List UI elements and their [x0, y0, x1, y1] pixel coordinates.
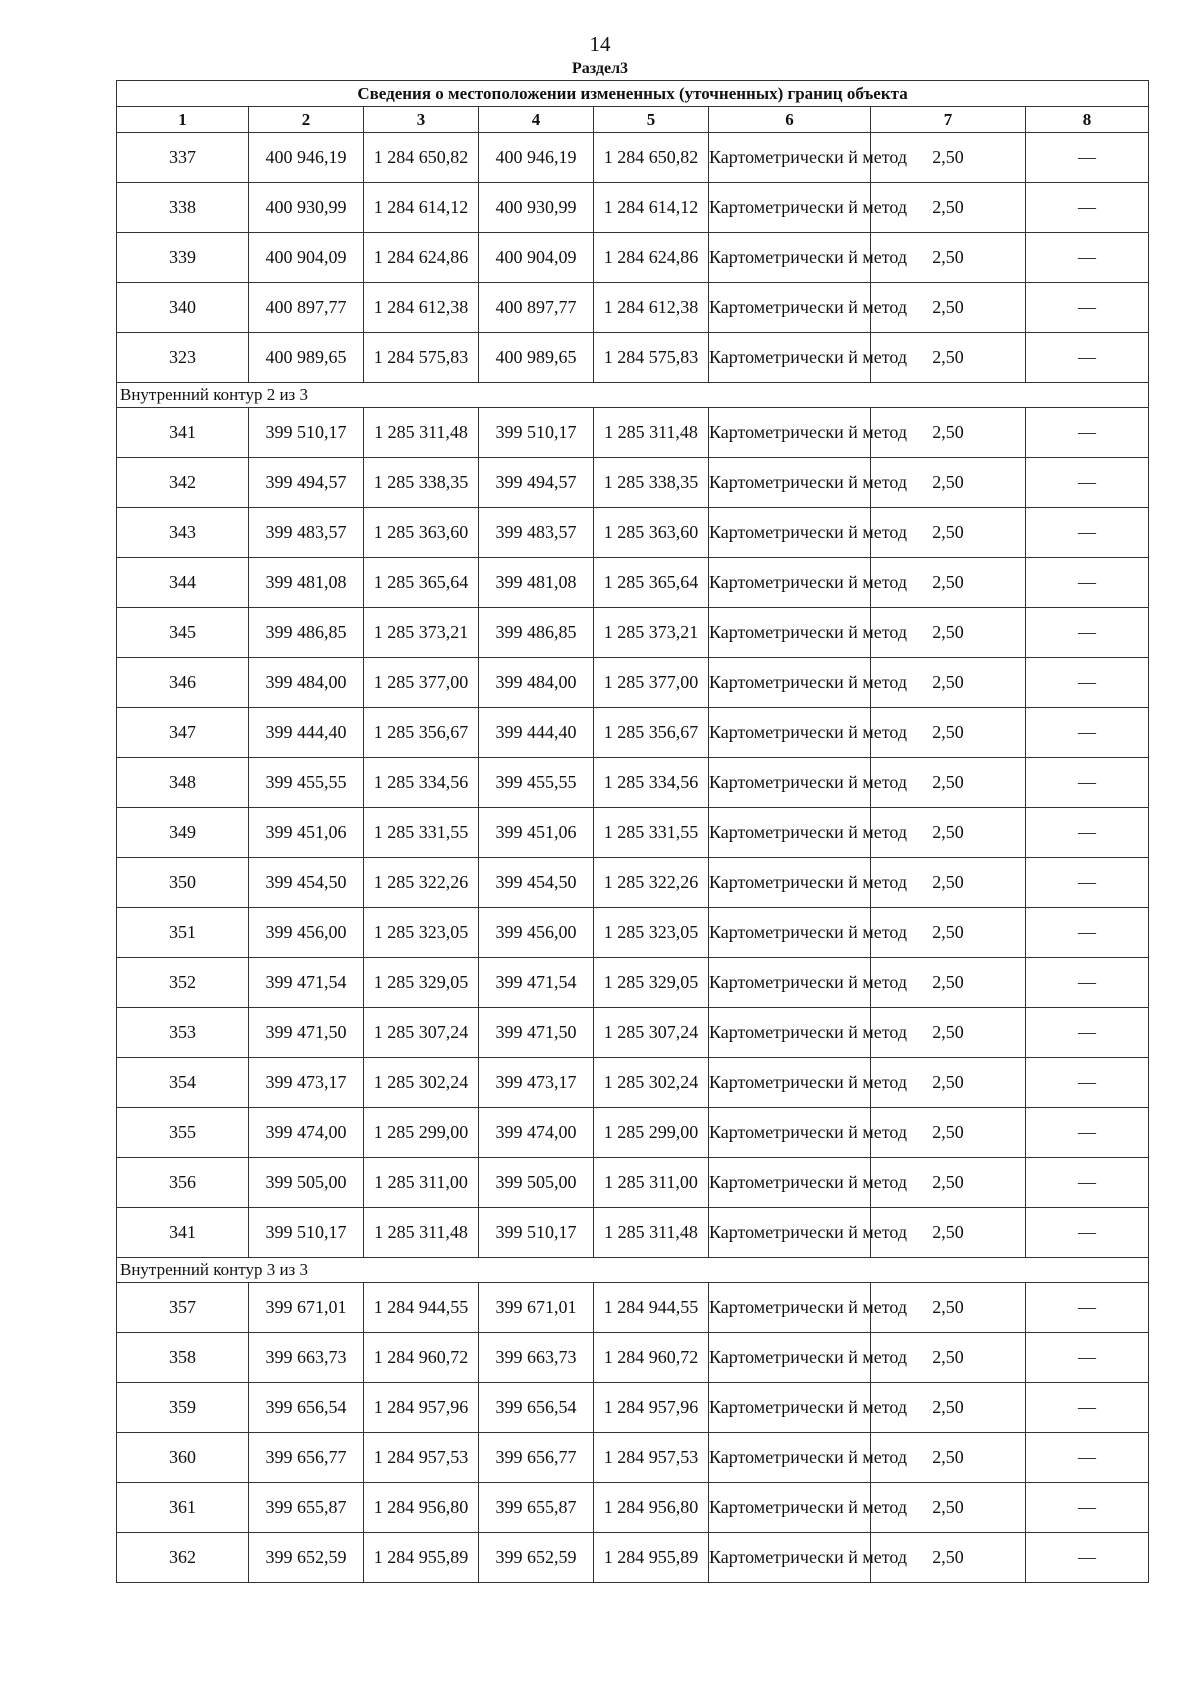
x-coordinate-cell: 400 904,09: [249, 233, 364, 283]
method-cell: Картометрически й метод: [709, 1158, 871, 1208]
table-row: [117, 1433, 1149, 1483]
accuracy-cell: 2,50: [871, 908, 1026, 958]
y-coordinate-new-cell: 1 285 338,35: [594, 458, 709, 508]
description-cell: —: [1026, 283, 1149, 333]
accuracy-cell: 2,50: [871, 1158, 1026, 1208]
table-row: [117, 1483, 1149, 1533]
table-row: [117, 708, 1149, 758]
x-coordinate-new-cell: 399 494,57: [479, 458, 594, 508]
method-cell: Картометрически й метод: [709, 183, 871, 233]
x-coordinate-cell: 399 510,17: [249, 1208, 364, 1258]
accuracy-cell: 2,50: [871, 558, 1026, 608]
x-coordinate-cell: 399 656,77: [249, 1433, 364, 1483]
accuracy-cell: 2,50: [871, 608, 1026, 658]
table-row: [117, 1158, 1149, 1208]
accuracy-cell: 2,50: [871, 1533, 1026, 1583]
table-row: [117, 1108, 1149, 1158]
table-row: [117, 858, 1149, 908]
description-cell: —: [1026, 1333, 1149, 1383]
contour-section-label: Внутренний контур 2 из 3: [117, 383, 1149, 408]
description-cell: —: [1026, 1283, 1149, 1333]
y-coordinate-new-cell: 1 284 614,12: [594, 183, 709, 233]
accuracy-cell: 2,50: [871, 1333, 1026, 1383]
x-coordinate-new-cell: 399 486,85: [479, 608, 594, 658]
method-cell: Картометрически й метод: [709, 333, 871, 383]
column-number: 5: [594, 107, 709, 133]
table-row: [117, 1333, 1149, 1383]
y-coordinate-cell: 1 285 323,05: [364, 908, 479, 958]
description-cell: —: [1026, 958, 1149, 1008]
description-cell: —: [1026, 233, 1149, 283]
method-cell: Картометрически й метод: [709, 408, 871, 458]
point-number-cell: 361: [117, 1483, 249, 1533]
x-coordinate-new-cell: 399 663,73: [479, 1333, 594, 1383]
y-coordinate-new-cell: 1 285 363,60: [594, 508, 709, 558]
point-number-cell: 345: [117, 608, 249, 658]
y-coordinate-cell: 1 284 957,53: [364, 1433, 479, 1483]
table-row: [117, 758, 1149, 808]
point-number-cell: 356: [117, 1158, 249, 1208]
method-cell: Картометрически й метод: [709, 658, 871, 708]
table-row: [117, 508, 1149, 558]
table-row: [117, 458, 1149, 508]
accuracy-cell: 2,50: [871, 508, 1026, 558]
method-cell: Картометрически й метод: [709, 508, 871, 558]
x-coordinate-new-cell: 399 652,59: [479, 1533, 594, 1583]
table-row: [117, 1283, 1149, 1333]
description-cell: —: [1026, 458, 1149, 508]
accuracy-cell: 2,50: [871, 333, 1026, 383]
point-number-cell: 340: [117, 283, 249, 333]
x-coordinate-cell: 399 481,08: [249, 558, 364, 608]
y-coordinate-cell: 1 285 302,24: [364, 1058, 479, 1108]
x-coordinate-cell: 399 655,87: [249, 1483, 364, 1533]
y-coordinate-cell: 1 285 311,48: [364, 408, 479, 458]
point-number-cell: 339: [117, 233, 249, 283]
point-number-cell: 359: [117, 1383, 249, 1433]
description-cell: —: [1026, 1483, 1149, 1533]
point-number-cell: 362: [117, 1533, 249, 1583]
table-title: Сведения о местоположении измененных (уточненных) границ объекта: [117, 81, 1149, 107]
y-coordinate-cell: 1 284 612,38: [364, 283, 479, 333]
y-coordinate-cell: 1 285 322,26: [364, 858, 479, 908]
y-coordinate-cell: 1 284 956,80: [364, 1483, 479, 1533]
y-coordinate-cell: 1 284 960,72: [364, 1333, 479, 1383]
method-cell: Картометрически й метод: [709, 1333, 871, 1383]
y-coordinate-new-cell: 1 285 331,55: [594, 808, 709, 858]
x-coordinate-new-cell: 399 456,00: [479, 908, 594, 958]
table-row: [117, 1058, 1149, 1108]
point-number-cell: 344: [117, 558, 249, 608]
x-coordinate-new-cell: 399 444,40: [479, 708, 594, 758]
point-number-cell: 357: [117, 1283, 249, 1333]
point-number-cell: 343: [117, 508, 249, 558]
x-coordinate-new-cell: 400 897,77: [479, 283, 594, 333]
table-row: [117, 558, 1149, 608]
y-coordinate-new-cell: 1 285 356,67: [594, 708, 709, 758]
y-coordinate-new-cell: 1 284 650,82: [594, 133, 709, 183]
accuracy-cell: 2,50: [871, 958, 1026, 1008]
accuracy-cell: 2,50: [871, 458, 1026, 508]
x-coordinate-cell: 399 656,54: [249, 1383, 364, 1433]
y-coordinate-new-cell: 1 284 960,72: [594, 1333, 709, 1383]
method-cell: Картометрически й метод: [709, 1483, 871, 1533]
method-cell: Картометрически й метод: [709, 283, 871, 333]
x-coordinate-new-cell: 399 656,77: [479, 1433, 594, 1483]
x-coordinate-new-cell: 399 474,00: [479, 1108, 594, 1158]
description-cell: —: [1026, 908, 1149, 958]
x-coordinate-new-cell: 399 505,00: [479, 1158, 594, 1208]
y-coordinate-cell: 1 284 624,86: [364, 233, 479, 283]
table-row: [117, 133, 1149, 183]
accuracy-cell: 2,50: [871, 1283, 1026, 1333]
table-row: [117, 333, 1149, 383]
y-coordinate-new-cell: 1 285 307,24: [594, 1008, 709, 1058]
method-cell: Картометрически й метод: [709, 458, 871, 508]
accuracy-cell: 2,50: [871, 1008, 1026, 1058]
method-cell: Картометрически й метод: [709, 758, 871, 808]
point-number-cell: 353: [117, 1008, 249, 1058]
description-cell: —: [1026, 1008, 1149, 1058]
x-coordinate-cell: 399 451,06: [249, 808, 364, 858]
x-coordinate-cell: 399 510,17: [249, 408, 364, 458]
method-cell: Картометрически й метод: [709, 1108, 871, 1158]
table-row: [117, 808, 1149, 858]
x-coordinate-cell: 399 494,57: [249, 458, 364, 508]
point-number-cell: 347: [117, 708, 249, 758]
table-row: [117, 408, 1149, 458]
point-number-cell: 323: [117, 333, 249, 383]
point-number-cell: 349: [117, 808, 249, 858]
method-cell: Картометрически й метод: [709, 558, 871, 608]
accuracy-cell: 2,50: [871, 1483, 1026, 1533]
table-row: [117, 1383, 1149, 1433]
y-coordinate-cell: 1 285 356,67: [364, 708, 479, 758]
description-cell: —: [1026, 408, 1149, 458]
method-cell: Картометрически й метод: [709, 958, 871, 1008]
x-coordinate-new-cell: 400 904,09: [479, 233, 594, 283]
table-row: [117, 233, 1149, 283]
point-number-cell: 341: [117, 408, 249, 458]
description-cell: —: [1026, 133, 1149, 183]
y-coordinate-cell: 1 284 575,83: [364, 333, 479, 383]
y-coordinate-cell: 1 285 377,00: [364, 658, 479, 708]
y-coordinate-cell: 1 285 373,21: [364, 608, 479, 658]
description-cell: —: [1026, 558, 1149, 608]
page-number: 14: [589, 32, 611, 56]
column-number: 6: [709, 107, 871, 133]
point-number-cell: 337: [117, 133, 249, 183]
y-coordinate-cell: 1 285 334,56: [364, 758, 479, 808]
column-number: 2: [249, 107, 364, 133]
y-coordinate-new-cell: 1 285 322,26: [594, 858, 709, 908]
accuracy-cell: 2,50: [871, 708, 1026, 758]
table-row: [117, 958, 1149, 1008]
x-coordinate-cell: 400 989,65: [249, 333, 364, 383]
x-coordinate-cell: 400 897,77: [249, 283, 364, 333]
boundary-coordinates-table: [116, 80, 1149, 1583]
description-cell: —: [1026, 1108, 1149, 1158]
y-coordinate-new-cell: 1 285 299,00: [594, 1108, 709, 1158]
column-number: 3: [364, 107, 479, 133]
description-cell: —: [1026, 1158, 1149, 1208]
x-coordinate-new-cell: 399 481,08: [479, 558, 594, 608]
accuracy-cell: 2,50: [871, 133, 1026, 183]
x-coordinate-cell: 400 930,99: [249, 183, 364, 233]
method-cell: Картометрически й метод: [709, 708, 871, 758]
accuracy-cell: 2,50: [871, 1058, 1026, 1108]
description-cell: —: [1026, 508, 1149, 558]
method-cell: Картометрически й метод: [709, 858, 871, 908]
point-number-cell: 341: [117, 1208, 249, 1258]
column-number: 4: [479, 107, 594, 133]
y-coordinate-new-cell: 1 284 624,86: [594, 233, 709, 283]
column-number: 1: [117, 107, 249, 133]
method-cell: Картометрически й метод: [709, 1433, 871, 1483]
table-body: [117, 133, 1149, 1583]
table-title-row: [117, 81, 1149, 107]
x-coordinate-cell: 399 663,73: [249, 1333, 364, 1383]
method-cell: Картометрически й метод: [709, 908, 871, 958]
description-cell: —: [1026, 858, 1149, 908]
y-coordinate-cell: 1 284 955,89: [364, 1533, 479, 1583]
y-coordinate-cell: 1 285 329,05: [364, 958, 479, 1008]
y-coordinate-new-cell: 1 285 311,48: [594, 408, 709, 458]
description-cell: —: [1026, 1208, 1149, 1258]
x-coordinate-cell: 400 946,19: [249, 133, 364, 183]
x-coordinate-new-cell: 399 655,87: [479, 1483, 594, 1533]
point-number-cell: 352: [117, 958, 249, 1008]
x-coordinate-new-cell: 399 671,01: [479, 1283, 594, 1333]
accuracy-cell: 2,50: [871, 1383, 1026, 1433]
accuracy-cell: 2,50: [871, 408, 1026, 458]
x-coordinate-cell: 399 454,50: [249, 858, 364, 908]
y-coordinate-new-cell: 1 284 575,83: [594, 333, 709, 383]
y-coordinate-cell: 1 285 363,60: [364, 508, 479, 558]
x-coordinate-cell: 399 444,40: [249, 708, 364, 758]
accuracy-cell: 2,50: [871, 233, 1026, 283]
point-number-cell: 351: [117, 908, 249, 958]
table-row: [117, 1208, 1149, 1258]
point-number-cell: 355: [117, 1108, 249, 1158]
contour-section-label: Внутренний контур 3 из 3: [117, 1258, 1149, 1283]
y-coordinate-cell: 1 284 650,82: [364, 133, 479, 183]
description-cell: —: [1026, 1383, 1149, 1433]
description-cell: —: [1026, 1433, 1149, 1483]
description-cell: —: [1026, 658, 1149, 708]
description-cell: —: [1026, 183, 1149, 233]
point-number-cell: 358: [117, 1333, 249, 1383]
y-coordinate-cell: 1 285 338,35: [364, 458, 479, 508]
y-coordinate-new-cell: 1 285 311,48: [594, 1208, 709, 1258]
y-coordinate-new-cell: 1 285 302,24: [594, 1058, 709, 1108]
section-label: Раздел3: [571, 60, 629, 77]
description-cell: —: [1026, 808, 1149, 858]
y-coordinate-new-cell: 1 285 365,64: [594, 558, 709, 608]
description-cell: —: [1026, 333, 1149, 383]
x-coordinate-new-cell: 399 510,17: [479, 408, 594, 458]
column-number: 7: [871, 107, 1026, 133]
y-coordinate-new-cell: 1 285 323,05: [594, 908, 709, 958]
accuracy-cell: 2,50: [871, 1433, 1026, 1483]
x-coordinate-new-cell: 399 656,54: [479, 1383, 594, 1433]
y-coordinate-cell: 1 285 307,24: [364, 1008, 479, 1058]
x-coordinate-cell: 399 652,59: [249, 1533, 364, 1583]
x-coordinate-cell: 399 471,54: [249, 958, 364, 1008]
table-row: [117, 1533, 1149, 1583]
table-row: [117, 283, 1149, 333]
point-number-cell: 338: [117, 183, 249, 233]
method-cell: Картометрически й метод: [709, 1533, 871, 1583]
table-row: [117, 1008, 1149, 1058]
x-coordinate-cell: 399 671,01: [249, 1283, 364, 1333]
x-coordinate-new-cell: 399 454,50: [479, 858, 594, 908]
table-row: [117, 908, 1149, 958]
point-number-cell: 354: [117, 1058, 249, 1108]
x-coordinate-new-cell: 399 473,17: [479, 1058, 594, 1108]
table-row: [117, 658, 1149, 708]
x-coordinate-new-cell: 399 483,57: [479, 508, 594, 558]
method-cell: Картометрически й метод: [709, 1283, 871, 1333]
method-cell: Картометрически й метод: [709, 233, 871, 283]
method-cell: Картометрически й метод: [709, 1208, 871, 1258]
x-coordinate-cell: 399 455,55: [249, 758, 364, 808]
accuracy-cell: 2,50: [871, 283, 1026, 333]
y-coordinate-cell: 1 285 311,48: [364, 1208, 479, 1258]
method-cell: Картометрически й метод: [709, 1383, 871, 1433]
x-coordinate-new-cell: 400 989,65: [479, 333, 594, 383]
description-cell: —: [1026, 758, 1149, 808]
y-coordinate-cell: 1 285 331,55: [364, 808, 479, 858]
x-coordinate-new-cell: 399 471,50: [479, 1008, 594, 1058]
x-coordinate-cell: 399 473,17: [249, 1058, 364, 1108]
y-coordinate-cell: 1 285 365,64: [364, 558, 479, 608]
y-coordinate-cell: 1 284 944,55: [364, 1283, 479, 1333]
accuracy-cell: 2,50: [871, 858, 1026, 908]
y-coordinate-new-cell: 1 285 373,21: [594, 608, 709, 658]
y-coordinate-new-cell: 1 284 956,80: [594, 1483, 709, 1533]
method-cell: Картометрически й метод: [709, 133, 871, 183]
accuracy-cell: 2,50: [871, 658, 1026, 708]
x-coordinate-new-cell: 400 946,19: [479, 133, 594, 183]
x-coordinate-new-cell: 399 471,54: [479, 958, 594, 1008]
x-coordinate-cell: 399 484,00: [249, 658, 364, 708]
x-coordinate-cell: 399 456,00: [249, 908, 364, 958]
contour-section-row: [117, 383, 1149, 408]
method-cell: Картометрически й метод: [709, 1008, 871, 1058]
accuracy-cell: 2,50: [871, 183, 1026, 233]
point-number-cell: 360: [117, 1433, 249, 1483]
description-cell: —: [1026, 1058, 1149, 1108]
y-coordinate-cell: 1 284 957,96: [364, 1383, 479, 1433]
x-coordinate-cell: 399 505,00: [249, 1158, 364, 1208]
y-coordinate-new-cell: 1 284 957,96: [594, 1383, 709, 1433]
y-coordinate-cell: 1 284 614,12: [364, 183, 479, 233]
x-coordinate-cell: 399 471,50: [249, 1008, 364, 1058]
x-coordinate-new-cell: 399 510,17: [479, 1208, 594, 1258]
y-coordinate-new-cell: 1 285 377,00: [594, 658, 709, 708]
method-cell: Картометрически й метод: [709, 608, 871, 658]
point-number-cell: 346: [117, 658, 249, 708]
description-cell: —: [1026, 708, 1149, 758]
point-number-cell: 350: [117, 858, 249, 908]
x-coordinate-new-cell: 399 484,00: [479, 658, 594, 708]
table-row: [117, 183, 1149, 233]
table-row: [117, 608, 1149, 658]
accuracy-cell: 2,50: [871, 758, 1026, 808]
x-coordinate-cell: 399 483,57: [249, 508, 364, 558]
x-coordinate-cell: 399 486,85: [249, 608, 364, 658]
accuracy-cell: 2,50: [871, 808, 1026, 858]
point-number-cell: 342: [117, 458, 249, 508]
y-coordinate-cell: 1 285 299,00: [364, 1108, 479, 1158]
y-coordinate-new-cell: 1 285 311,00: [594, 1158, 709, 1208]
y-coordinate-new-cell: 1 285 329,05: [594, 958, 709, 1008]
column-number: 8: [1026, 107, 1149, 133]
y-coordinate-new-cell: 1 285 334,56: [594, 758, 709, 808]
column-number-row: [117, 107, 1149, 133]
y-coordinate-cell: 1 285 311,00: [364, 1158, 479, 1208]
x-coordinate-new-cell: 399 451,06: [479, 808, 594, 858]
description-cell: —: [1026, 1533, 1149, 1583]
y-coordinate-new-cell: 1 284 612,38: [594, 283, 709, 333]
y-coordinate-new-cell: 1 284 955,89: [594, 1533, 709, 1583]
x-coordinate-new-cell: 399 455,55: [479, 758, 594, 808]
description-cell: —: [1026, 608, 1149, 658]
y-coordinate-new-cell: 1 284 957,53: [594, 1433, 709, 1483]
accuracy-cell: 2,50: [871, 1208, 1026, 1258]
method-cell: Картометрически й метод: [709, 808, 871, 858]
method-cell: Картометрически й метод: [709, 1058, 871, 1108]
point-number-cell: 348: [117, 758, 249, 808]
accuracy-cell: 2,50: [871, 1108, 1026, 1158]
x-coordinate-new-cell: 400 930,99: [479, 183, 594, 233]
contour-section-row: [117, 1258, 1149, 1283]
x-coordinate-cell: 399 474,00: [249, 1108, 364, 1158]
y-coordinate-new-cell: 1 284 944,55: [594, 1283, 709, 1333]
